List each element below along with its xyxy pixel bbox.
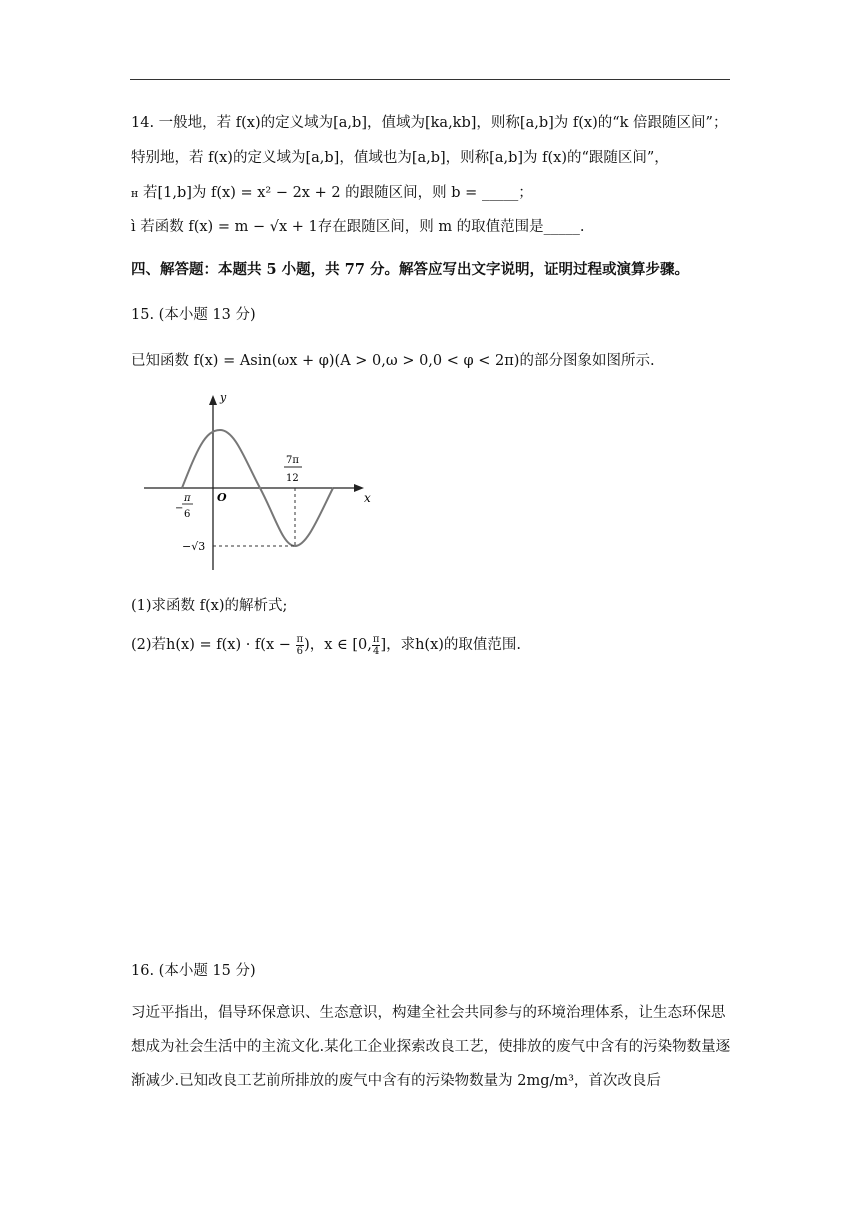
q15-part-1: (1)求函数 f(x)的解析式; [131,598,288,614]
min-y-label: −√3 [182,540,206,553]
q15-part-2 [131,632,521,658]
q14-line-4 [131,217,585,237]
x-axis-label: x [364,491,371,505]
q15-header: 15. (本小题 13 分) [131,307,256,323]
frac-2-den: 4 [372,645,380,657]
frac-1-num: π [296,633,304,645]
q15-part-2-frac-1 [296,634,305,657]
q14-line-3-text: 若[1,b]为 f(x) = x² − 2x + 2 的跟随区间，则 b = _____； [142,185,533,201]
q14-line-4-marker: ì [131,219,136,235]
q15-part-2-b: )，x ∈ [0, [304,637,372,653]
q14-line-2: 特别地，若 f(x)的定义域为[a,b]，值域也为[a,b]，则称[a,b]为 f(x)的“跟随区间”， [131,150,669,166]
q15-part-2-a: (2)若h(x) = f(x) · f(x − [131,637,291,653]
section-4-heading: 四、解答题：本题共 5 小题，共 77 分。解答应写出文字说明，证明过程或演算步骤。 [131,261,689,278]
q15-stem: 已知函数 f(x) = Asin(ωx + φ)(A > 0,ω > 0,0 < φ < 2π)的部分图象如图所示. [131,353,655,369]
q14-line-3 [131,183,533,204]
q14-line-3-marker: н [131,187,139,200]
sine-graph-figure [142,390,376,575]
left-zero-den: 6 [184,509,191,520]
q16-paragraph: 习近平指出，倡导环保意识、生态意识，构建全社会共同参与的环境治理体系，让生态环保思想成为社会生活中的主流文化.某化工企业探索改良工艺，使排放的废气中含有的污染物数量逐渐减少.已知改良工艺前所排放的废气中含有的污染物数量为 2mg/m³，首次改良后 [131,1005,731,1089]
min-x-den: 12 [286,473,299,484]
min-x-num: 7π [286,455,299,466]
q16-header: 16. (本小题 15 分) [131,963,256,979]
y-axis-label: y [220,391,227,404]
header-rule [130,79,730,80]
left-zero-sign: − [175,503,184,514]
frac-1-den: 6 [296,645,303,657]
origin-label: O [217,491,227,504]
y-axis-arrow [209,395,217,405]
frac-2-num: π [372,633,380,645]
x-axis-arrow [354,484,364,492]
q15-part-2-c: ]，求h(x)的取值范围. [380,637,522,653]
q14-line-1: 14. 一般地，若 f(x)的定义域为[a,b]，值域为[ka,kb]，则称[a,b]为 f(x)的“k 倍跟随区间”； [131,115,728,131]
q14-line-4-text: 若函数 f(x) = m − √x + 1存在跟随区间，则 m 的取值范围是_____. [140,219,585,235]
left-zero-num: π [184,493,191,504]
